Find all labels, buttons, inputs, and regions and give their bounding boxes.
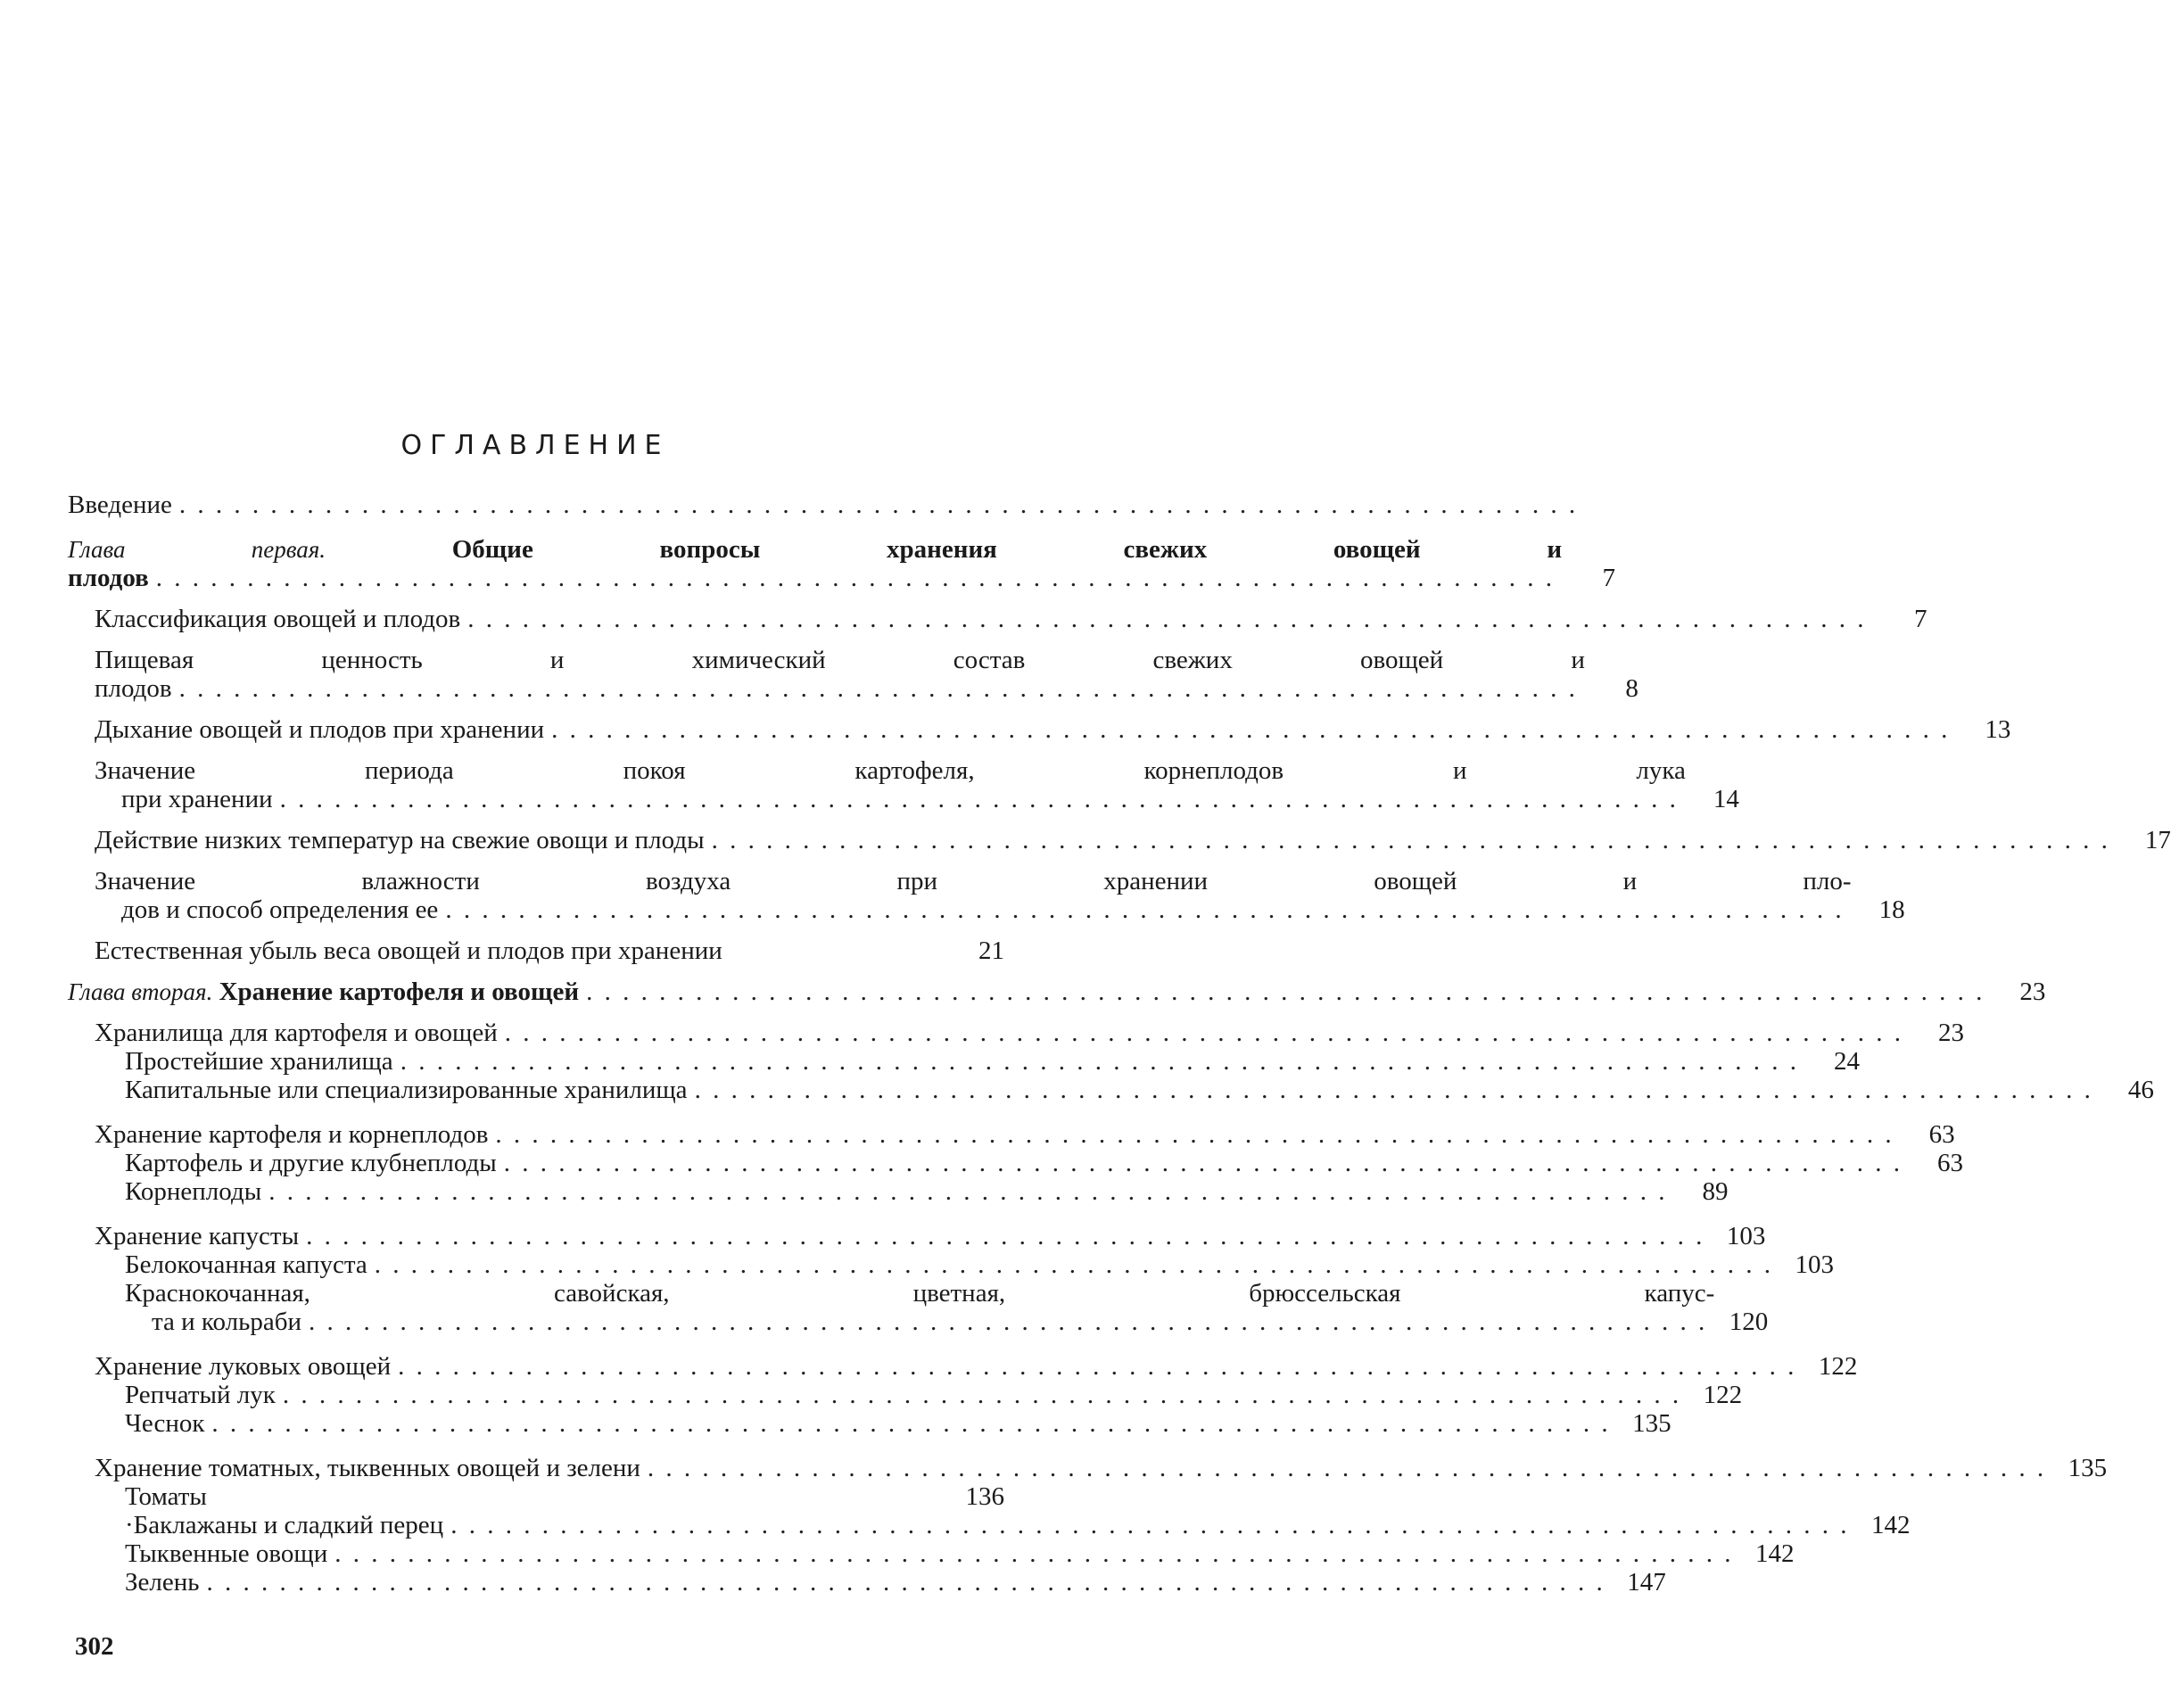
toc-entry [68,1279,1769,1336]
leader-dots [467,605,1866,633]
leader-dots [334,1539,1733,1568]
leader-dots [586,978,1985,1006]
toc-entry-page: 17 [2144,826,2171,854]
toc-entry-page: 21 [978,937,1004,965]
toc-section [68,646,1639,703]
toc-entry-intro [68,491,1004,519]
toc-entry-page: 122 [1818,1352,1858,1381]
chapter-title: Общие вопросы хранения свежих овощей и [451,535,1563,564]
toc-entry-page: 14 [1713,785,1739,813]
toc-entry-page: 89 [1702,1177,1729,1206]
toc-entry-label: Капитальные или специализированные хранилища [125,1076,688,1104]
toc-entry-label: Зелень [125,1568,200,1597]
leader-dots [268,1177,1667,1206]
toc-entry-label-cont: дов и способ определения ее [121,895,439,924]
toc-entry-label: Хранение капусты [95,1222,300,1250]
toc-entry-label: Пищевая ценность и химический состав свежих овощей и [95,646,1585,674]
toc-entry-label-cont: плодов [95,674,172,703]
toc-entry-label: Действие низких температур на свежие овощи и плоды [95,826,705,854]
toc-entry-label: Тыквенные овощи [125,1539,328,1568]
toc-entry-label: Корнеплоды [125,1177,262,1206]
leader-dots [283,1381,1681,1409]
toc-entry-label: Хранилища для картофеля и овощей [95,1019,498,1047]
toc-entry-label: Белокочанная капуста [125,1250,367,1279]
toc-entry-label: Введение [68,491,172,519]
leader-dots [179,491,1578,519]
toc-group [68,1120,1963,1206]
leader-dots [495,1120,1894,1149]
toc-group [68,1222,1834,1336]
toc-entry-label: Картофель и другие клубнеплоды [125,1149,497,1177]
toc-entry-page: 13 [1985,715,2011,744]
leader-dots [695,1076,2093,1104]
leader-dots [445,895,1844,924]
toc-entry-page: 63 [1928,1120,1955,1149]
toc-entry-label: Репчатый лук [125,1381,276,1409]
toc-entry-page: 142 [1870,1511,1911,1539]
leader-dots [504,1149,1903,1177]
toc-entry-label: Хранение луковых овощей [95,1352,392,1381]
toc-entry-label: Дыхание овощей и плодов при хранении [95,715,545,744]
toc-entry-label: Естественная убыль веса овощей и плодов при хранении [95,937,722,965]
chapter-title: Хранение картофеля и овощей [219,978,580,1006]
toc-chapter-1 [68,535,1616,592]
toc-entry-label-cont: та и кольраби [152,1308,301,1336]
toc-entry-label: Простейшие хранилища [125,1047,393,1076]
toc-entry-page: 18 [1878,895,1905,924]
leader-dots [551,715,1950,744]
toc-section [68,715,2011,744]
toc-entry-page: 63 [1937,1149,1963,1177]
toc-entry-page: 23 [1938,1019,1965,1047]
leader-dots [211,1409,1610,1438]
leader-dots [179,674,1578,703]
leader-dots [280,785,1679,813]
toc-entry-page: 142 [1754,1539,1795,1568]
leader-dots [375,1250,1773,1279]
leader-dots [400,1047,1799,1076]
toc-entry-label: Чеснок [125,1409,205,1438]
chapter-title-cont: плодов [68,564,149,592]
toc-entry-page: 135 [2068,1454,2108,1482]
toc-entry-label: Томаты [125,1482,207,1511]
leader-dots [450,1511,1849,1539]
toc-entry-label: Классификация овощей и плодов [95,605,461,633]
page-number: 302 [75,1632,114,1661]
toc-group [68,1352,1858,1438]
toc-section [68,605,1927,633]
toc-entry-page: 23 [2019,978,2046,1006]
toc-heading: ОГЛАВЛЕНИЕ [400,430,670,461]
leader-dots [712,826,2110,854]
leader-dots [309,1308,1707,1336]
toc-entry-page: 135 [1632,1409,1672,1438]
toc-entry-page: 147 [1627,1568,1666,1597]
table-of-contents [68,491,2171,1597]
toc-entry-page: 120 [1729,1308,1769,1336]
toc-entry-page: 103 [1726,1222,1766,1250]
toc-section [68,937,1004,965]
toc-entry-page: 122 [1703,1381,1743,1409]
toc-entry-label-cont: при хранении [121,785,273,813]
toc-section [68,756,1739,813]
toc-group [68,1019,2154,1104]
toc-entry-label: ·Баклажаны и сладкий перец [125,1511,444,1539]
chapter-prefix: Глава вторая. [68,978,213,1005]
toc-section [68,867,1905,924]
leader-dots [648,1454,2046,1482]
leader-dots [207,1568,1606,1597]
toc-entry-label: Хранение томатных, тыквенных овощей и зелени [95,1454,640,1482]
chapter-prefix: Глава первая. [68,536,326,563]
toc-entry-page: 8 [1625,674,1639,703]
toc-entry-page: 24 [1833,1047,1860,1076]
leader-dots [156,564,1555,592]
toc-entry-page: 7 [1914,605,1927,633]
leader-dots [398,1352,1796,1381]
leader-dots [505,1019,1903,1047]
toc-entry-page: 7 [1602,564,1616,592]
toc-entry-label: Значение периода покоя картофеля, корнеплодов и лука [95,756,1686,785]
toc-entry-label: Краснокочанная, савойская, цветная, брюссельская капус- [125,1279,1715,1308]
toc-group [68,1454,2108,1597]
toc-entry-page: 46 [2127,1076,2154,1104]
toc-entry-label: Хранение картофеля и корнеплодов [95,1120,489,1149]
toc-section [68,826,2171,854]
toc-entry-label: Значение влажности воздуха при хранении овощей и пло- [95,867,1852,895]
toc-entry-page: 103 [1795,1250,1834,1279]
toc-chapter-2 [68,978,2046,1006]
leader-dots [306,1222,1705,1250]
toc-entry-page: 136 [965,1482,1004,1511]
